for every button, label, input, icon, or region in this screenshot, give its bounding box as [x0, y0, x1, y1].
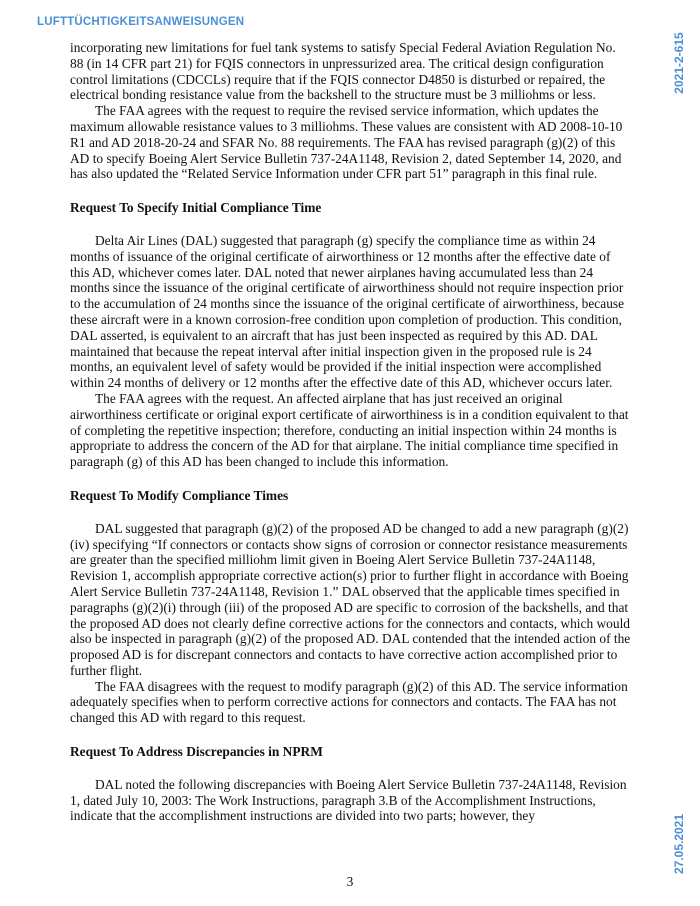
paragraph: DAL noted the following discrepancies with Boeing Alert Service Bulletin 737-24A1148, Revision 1, dated July 10, 2003: The Work Instructions, paragraph 3.B of the Accomplishment Instructions, indicate that the accomplishment instructions are divided into two parts; however, they: [70, 776, 627, 824]
paragraph: DAL suggested that paragraph (g)(2) of the proposed AD be changed to add a new paragraph (g)(2)(iv) specifying “If connectors or contacts show signs of corrosion or connector resistance measurements are greater than the specified milliohm limit given in Boeing Alert Service Bulletin 737-24A1148, Revision 1, accomplish appropriate corrective action(s) prior to further flight in accordance with Boeing Alert Service Bulletin 737-24A1148, Revision 1.” DAL observed that the applicable times specified in paragraphs (g)(2)(i) through (iii) of the proposed AD are specific to corrosion of the backshells, and that the proposed AD does not clearly define corrective actions for the connectors and contacts, which would also be inspected in paragraph (g)(2) of the proposed AD. DAL contended that the intended action of the proposed AD is for discrepant connectors and contacts to have corrective action accomplished prior to further flight.: [70, 520, 631, 678]
reference-number-text: 2021-2-615: [672, 32, 686, 94]
paragraph: Delta Air Lines (DAL) suggested that paragraph (g) specify the compliance time as within 24 months of issuance of the original certificate of airworthiness or 12 months after the effective date of this AD, whichever comes later. DAL noted that newer airplanes having accumulated less than 24 months since the issuance of the original certificate of airworthiness should not require inspection prior to the accumulation of 24 months since the issuance of the original certificate of airworthiness, because these aircraft were in a known corrosion-free condition upon completion of production. This condition, DAL asserted, is equivalent to an aircraft that has just been inspected as required by this AD. DAL maintained that because the repeat interval after initial inspection given in the proposed rule is 24 months, an equivalent level of safety would be provided if the initial inspection were accomplished within 24 months of delivery or 12 months after the effective date of this AD, whichever occurs later.: [70, 232, 625, 391]
paragraph: The FAA agrees with the request. An affected airplane that has just received an original airworthiness certificate or original export certificate of airworthiness is in a condition equivalent to that of completing the repetitive inspection; therefore, conducting an initial inspection within 24 months is appropriate to address the concern of the AD for that airplane. The initial compliance time specified in paragraph (g) of this AD has been changed to include this information.: [70, 390, 629, 470]
section-heading: Request To Address Discrepancies in NPRM: [70, 744, 323, 760]
paragraph: incorporating new limitations for fuel tank systems to satisfy Special Federal Aviation Regulation No. 88 (in 14 CFR part 21) for FQIS connectors in unpressurized area. The critical design configuration control limitations (CDCCLs) require that if the FQIS connector D4850 is disturbed or repaired, the electrical bonding resistance value from the backshell to the structure must be 3 milliohms or less.: [70, 40, 616, 103]
date-text: 27.05.2021: [672, 813, 686, 875]
document-body: [70, 40, 632, 824]
paragraph: The FAA disagrees with the request to modify paragraph (g)(2) of this AD. The service information adequately specifies when to perform corrective actions for connectors and contacts. The FAA has not changed this AD with regard to this request.: [70, 678, 628, 726]
section-heading: Request To Modify Compliance Times: [70, 487, 289, 503]
section-heading: Request To Specify Initial Compliance Time: [70, 200, 322, 216]
document-header-title: LUFTTÜCHTIGKEITSANWEISUNGEN: [37, 16, 245, 28]
paragraph: The FAA agrees with the request to require the revised service information, which updates the maximum allowable resistance values to 3 milliohms. These values are consistent with AD 2008-10-10 R1 and AD 2018-20-24 and SFAR No. 88 requirements. The FAA has revised paragraph (g)(2) of this AD to specify Boeing Alert Service Bulletin 737-24A1148, Revision 2, dated September 14, 2020, and has also updated the “Related Service Information under CFR part 51” paragraph in this final rule.: [70, 103, 623, 182]
page-number: 3: [346, 874, 354, 889]
